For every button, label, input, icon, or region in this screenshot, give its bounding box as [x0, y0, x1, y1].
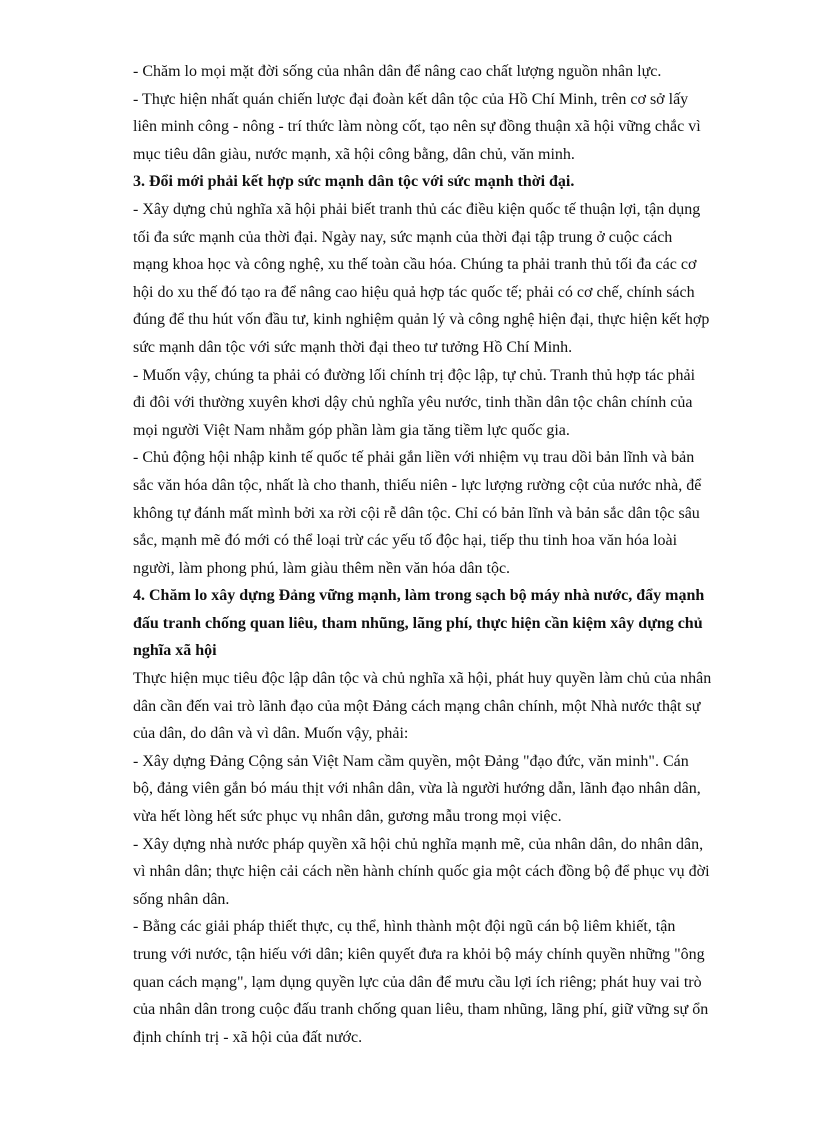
text-line: đúng để thu hút vốn đầu tư, kinh nghiệm quản lý và công nghệ hiện đại, thực hiện kết hợp [133, 311, 710, 329]
text-line: người, làm phong phú, làm giàu thêm nền văn hóa dân tộc. [133, 559, 511, 577]
text-line: mục tiêu dân giàu, nước mạnh, xã hội công bằng, dân chủ, văn minh. [133, 145, 575, 163]
text-line: đi đôi với thường xuyên khơi dậy chủ nghĩa yêu nước, tinh thần dân tộc chân chính của [133, 394, 693, 412]
text-line: - Xây dựng chủ nghĩa xã hội phải biết tranh thủ các điều kiện quốc tế thuận lợi, tận dụng [133, 200, 701, 218]
text-line: của nhân dân trong cuộc đấu tranh chống quan liêu, tham nhũng, lãng phí, giữ vững sự ổn [133, 1001, 709, 1019]
text-line: vì nhân dân; thực hiện cải cách nền hành chính quốc gia một cách đồng bộ để phục vụ đời [133, 863, 710, 881]
text-line: sắc văn hóa dân tộc, nhất là cho thanh, thiếu niên - lực lượng rường cột của nước nhà, để [133, 476, 702, 494]
text-line: định chính trị - xã hội của đất nước. [133, 1028, 363, 1046]
text-line: sức mạnh dân tộc với sức mạnh thời đại theo tư tưởng Hồ Chí Minh. [133, 338, 573, 356]
section-heading-line: 3. Đổi mới phải kết hợp sức mạnh dân tộc với sức mạnh thời đại. [133, 173, 575, 191]
text-line: tối đa sức mạnh của thời đại. Ngày nay, sức mạnh của thời đại tập trung ở cuộc cách [133, 228, 673, 246]
text-line: không tự đánh mất mình bởi xa rời cội rễ dân tộc. Chỉ có bản lĩnh và bản sắc dân tộc sâu [133, 504, 700, 522]
text-line: - Bằng các giải pháp thiết thực, cụ thể, hình thành một đội ngũ cán bộ liêm khiết, tận [133, 918, 676, 936]
text-line: trung với nước, tận hiếu với dân; kiên quyết đưa ra khỏi bộ máy chính quyền những "ông [133, 946, 705, 963]
section-heading-line: đấu tranh chống quan liêu, tham nhũng, lãng phí, thực hiện cần kiệm xây dựng chủ [133, 614, 703, 632]
document-page [133, 58, 763, 1051]
text-line: của dân, do dân và vì dân. Muốn vậy, phải: [133, 725, 409, 743]
text-line: mọi người Việt Nam nhằm góp phần làm gia tăng tiềm lực quốc gia. [133, 421, 570, 439]
text-line: - Chăm lo mọi mặt đời sống của nhân dân để nâng cao chất lượng nguồn nhân lực. [133, 63, 662, 80]
text-line: mạng khoa học và công nghệ, xu thế toàn cầu hóa. Chúng ta phải tranh thủ tối đa các cơ [133, 256, 697, 274]
text-line: sắc, mạnh mẽ đó mới có thể loại trừ các yếu tố độc hại, tiếp thu tinh hoa văn hóa loài [133, 532, 678, 550]
text-line: - Muốn vậy, chúng ta phải có đường lối chính trị độc lập, tự chủ. Tranh thủ hợp tác phải [133, 366, 696, 384]
text-line: sống nhân dân. [133, 890, 230, 908]
section-heading-line: 4. Chăm lo xây dựng Đảng vững mạnh, làm trong sạch bộ máy nhà nước, đẩy mạnh [133, 587, 705, 605]
text-line: - Thực hiện nhất quán chiến lược đại đoàn kết dân tộc của Hồ Chí Minh, trên cơ sở lấy [133, 90, 689, 108]
text-line: quan cách mạng", lạm dụng quyền lực của dân để mưu cầu lợi ích riêng; phát huy vai trò [133, 973, 702, 991]
section-heading-line: nghĩa xã hội [133, 642, 217, 660]
text-line: vừa hết lòng hết sức phục vụ nhân dân, gương mẫu trong mọi việc. [133, 808, 562, 826]
text-line: dân cần đến vai trò lãnh đạo của một Đảng cách mạng chân chính, một Nhà nước thật sự [133, 697, 701, 715]
text-line: Thực hiện mục tiêu độc lập dân tộc và chủ nghĩa xã hội, phát huy quyền làm chủ của nhân [133, 670, 712, 688]
text-line: liên minh công - nông - trí thức làm nòng cốt, tạo nên sự đồng thuận xã hội vững chắc vì [133, 118, 701, 136]
text-line: - Chủ động hội nhập kinh tế quốc tế phải gắn liền với nhiệm vụ trau dồi bản lĩnh và bản [133, 449, 695, 467]
text-line: - Xây dựng Đảng Cộng sản Việt Nam cầm quyền, một Đảng "đạo đức, văn minh". Cán [133, 752, 689, 770]
text-line: hội do xu thế đó tạo ra để nâng cao hiệu quả hợp tác quốc tế; phải có cơ chế, chính sách [133, 283, 695, 301]
text-line: - Xây dựng nhà nước pháp quyền xã hội chủ nghĩa mạnh mẽ, của nhân dân, do nhân dân, [133, 835, 704, 853]
text-line: bộ, đảng viên gắn bó máu thịt với nhân dân, vừa là người hướng dẫn, lãnh đạo nhân dân, [133, 780, 701, 798]
